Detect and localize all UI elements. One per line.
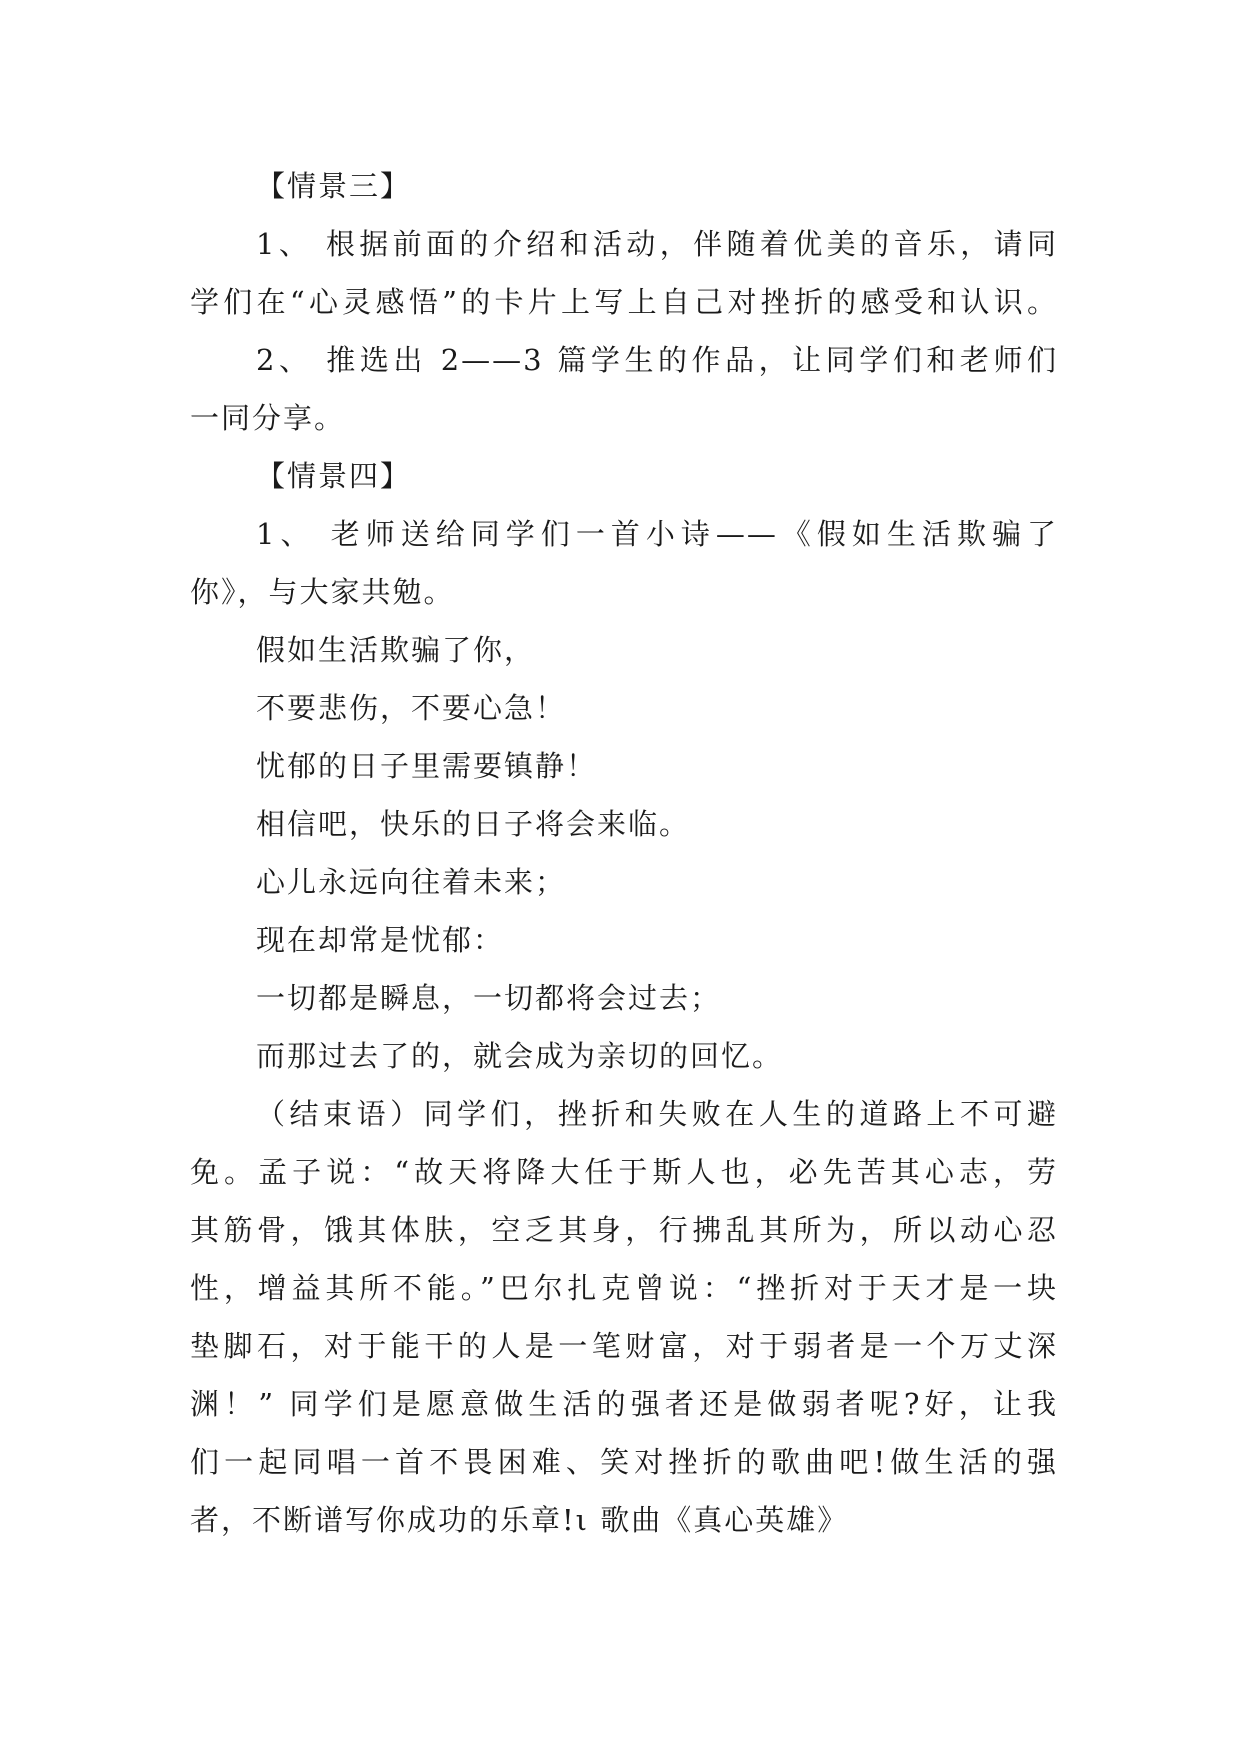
text-line: 心儿永远向往着未来； (256, 865, 567, 899)
text-line: 而那过去了的，就会成为亲切的回忆。 (256, 1039, 784, 1073)
document-body (190, 157, 1058, 1549)
text-line: （结束语）同学们，挫折和失败在人生的道路上不可避 (256, 1097, 1058, 1131)
text-line: 1、 老师送给同学们一首小诗——《假如生活欺骗了 (256, 517, 1058, 551)
text-line: 垫脚石，对于能干的人是一笔财富，对于弱者是一个万丈深 (190, 1329, 1058, 1363)
text-line: 你》，与大家共勉。 (190, 575, 455, 609)
text-line: 一切都是瞬息，一切都将会过去； (256, 981, 722, 1015)
text-line: 一同分享。 (190, 401, 346, 435)
text-line: 学们在“心灵感悟”的卡片上写上自己对挫折的感受和认识。 (190, 285, 1058, 319)
text-line: 们一起同唱一首不畏困难、笑对挫折的歌曲吧!做生活的强 (190, 1445, 1058, 1479)
text-line: 者，不断谱写你成功的乐章!ι 歌曲《真心英雄》 (190, 1503, 849, 1537)
text-line: 相信吧，快乐的日子将会来临。 (256, 807, 691, 841)
text-line: 不要悲伤，不要心急！ (256, 691, 567, 725)
text-line: 现在却常是忧郁： (256, 923, 505, 957)
text-line: 其筋骨，饿其体肤，空乏其身，行拂乱其所为，所以动心忍 (190, 1213, 1058, 1247)
text-line: 渊！” 同学们是愿意做生活的强者还是做弱者呢?好，让我 (190, 1387, 1058, 1421)
text-line: 【情景三】 (256, 169, 412, 203)
text-line: 2、 推选出 2——3 篇学生的作品，让同学们和老师们 (256, 343, 1058, 377)
text-line: 【情景四】 (256, 459, 412, 493)
text-line: 忧郁的日子里需要镇静！ (256, 749, 598, 783)
text-line: 1、 根据前面的介绍和活动，伴随着优美的音乐，请同 (256, 227, 1058, 261)
text-line: 免。孟子说：“故天将降大任于斯人也，必先苦其心志，劳 (190, 1155, 1058, 1189)
text-line: 假如生活欺骗了你， (256, 633, 536, 667)
text-line: 性，增益其所不能。”巴尔扎克曾说：“挫折对于天才是一块 (190, 1271, 1058, 1305)
